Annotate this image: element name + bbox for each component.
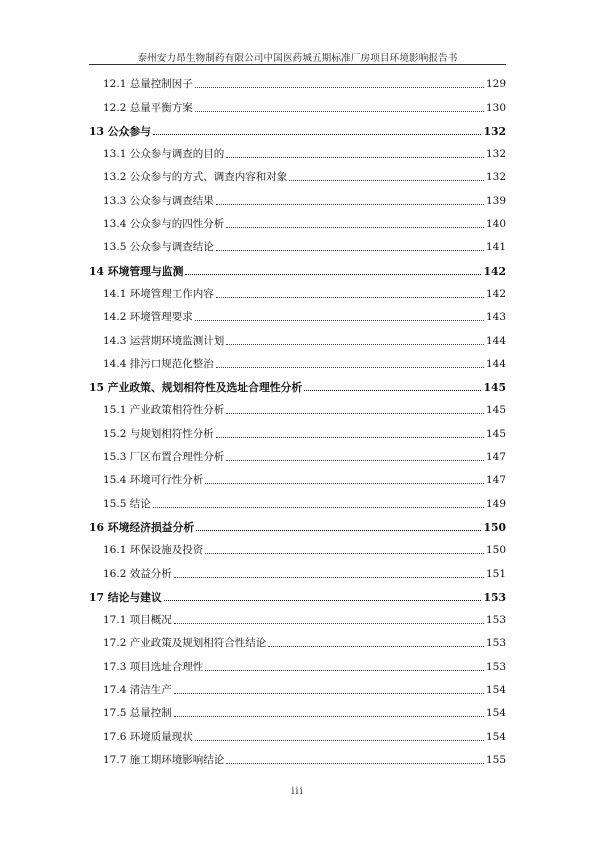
toc-section-entry[interactable] [89, 184, 506, 207]
toc-chapter-entry[interactable] [89, 254, 506, 277]
toc-section-entry[interactable] [89, 627, 506, 650]
toc-section-entry[interactable] [89, 441, 506, 464]
toc-section-entry[interactable] [89, 68, 506, 91]
toc-entry-title: 17.4 清洁生产 [103, 684, 172, 697]
toc-entry-title: 16.1 环保设施及投资 [103, 544, 204, 557]
toc-entry-page: 132 [485, 171, 506, 184]
toc-entry-title: 14.3 运营期环境监测计划 [103, 334, 225, 347]
toc-section-entry[interactable] [89, 557, 506, 580]
toc-entry-page: 147 [485, 474, 506, 487]
dot-leader [174, 623, 484, 624]
toc-entry-title: 14.1 环境管理工作内容 [103, 287, 214, 300]
dot-leader [196, 530, 481, 531]
toc-entry-title: 17.6 环境质量现状 [103, 730, 193, 743]
toc-entry-title: 17.3 项目选址合理性 [103, 660, 204, 673]
toc-entry-title: 13.4 公众参与的四性分析 [103, 218, 225, 231]
toc-entry-page: 140 [485, 218, 506, 231]
dot-leader [226, 413, 484, 414]
toc-entry-title: 17.5 总量控制 [103, 707, 172, 720]
header-divider [89, 64, 506, 65]
toc-entry-page: 145 [485, 404, 506, 417]
toc-section-entry[interactable] [89, 231, 506, 254]
toc-section-entry[interactable] [89, 91, 506, 114]
toc-chapter-entry[interactable] [89, 371, 506, 394]
toc-section-entry[interactable] [89, 324, 506, 347]
toc-entry-page: 153 [485, 637, 506, 650]
toc-entry-page: 151 [485, 567, 506, 580]
toc-chapter-entry[interactable] [89, 581, 506, 604]
toc-entry-page: 153 [483, 590, 506, 604]
toc-entry-page: 145 [485, 427, 506, 440]
toc-section-entry[interactable] [89, 674, 506, 697]
toc-section-entry[interactable] [89, 487, 506, 510]
toc-entry-title: 17 结论与建议 [89, 590, 162, 604]
toc-entry-title: 12.1 总量控制因子 [103, 78, 193, 91]
toc-section-entry[interactable] [89, 348, 506, 371]
toc-section-entry[interactable] [89, 394, 506, 417]
toc-entry-title: 13 公众参与 [89, 124, 151, 138]
dot-leader [205, 553, 484, 554]
toc-entry-page: 154 [485, 684, 506, 697]
toc-section-entry[interactable] [89, 417, 506, 440]
dot-leader [153, 134, 481, 135]
dot-leader [304, 390, 481, 391]
toc-entry-page: 144 [485, 357, 506, 370]
toc-entry-page: 150 [485, 544, 506, 557]
toc-entry-page: 153 [485, 614, 506, 627]
toc-entry-title: 12.2 总量平衡方案 [103, 101, 193, 114]
toc-entry-page: 142 [485, 287, 506, 300]
dot-leader [226, 344, 484, 345]
toc-entry-page: 155 [485, 753, 506, 766]
dot-leader [216, 297, 484, 298]
page-number: iii [291, 786, 304, 797]
toc-entry-title: 14.2 环境管理要求 [103, 311, 193, 324]
toc-entry-page: 132 [483, 124, 506, 138]
dot-leader [226, 157, 484, 158]
toc-section-entry[interactable] [89, 744, 506, 767]
dot-leader [185, 274, 481, 275]
toc-section-entry[interactable] [89, 464, 506, 487]
toc-entry-page: 147 [485, 451, 506, 464]
toc-entry-title: 15.5 结论 [103, 497, 151, 510]
toc-entry-title: 16 环境经济损益分析 [89, 520, 195, 534]
dot-leader [226, 227, 484, 228]
toc-entry-title: 13.3 公众参与调查结果 [103, 194, 214, 207]
dot-leader [195, 740, 484, 741]
toc-entry-title: 13.1 公众参与调查的目的 [103, 148, 225, 161]
toc-entry-title: 14.4 排污口规范化整治 [103, 357, 214, 370]
toc-entry-page: 149 [485, 497, 506, 510]
toc-entry-title: 15.2 与规划相符性分析 [103, 427, 214, 440]
toc-entry-page: 144 [485, 334, 506, 347]
running-header: 泰州安力昂生物制药有限公司中国医药城五期标准厂房项目环境影响报告书 [137, 53, 458, 64]
table-of-contents [89, 68, 506, 767]
toc-entry-page: 141 [485, 241, 506, 254]
toc-entry-title: 17.2 产业政策及规划相符合性结论 [103, 637, 267, 650]
toc-section-entry[interactable] [89, 161, 506, 184]
toc-entry-title: 14 环境管理与监测 [89, 264, 184, 278]
toc-entry-page: 130 [485, 101, 506, 114]
toc-entry-title: 17.1 项目概况 [103, 614, 172, 627]
toc-section-entry[interactable] [89, 720, 506, 743]
toc-section-entry[interactable] [89, 208, 506, 231]
toc-entry-title: 17.7 施工期环境影响结论 [103, 753, 225, 766]
toc-entry-page: 143 [485, 311, 506, 324]
dot-leader [205, 483, 484, 484]
dot-leader [216, 437, 484, 438]
toc-section-entry[interactable] [89, 138, 506, 161]
dot-leader [226, 460, 484, 461]
dot-leader [216, 367, 484, 368]
toc-entry-page: 132 [485, 148, 506, 161]
toc-section-entry[interactable] [89, 697, 506, 720]
dot-leader [195, 111, 484, 112]
toc-chapter-entry[interactable] [89, 511, 506, 534]
dot-leader [195, 320, 484, 321]
toc-entry-title: 15.4 环境可行性分析 [103, 474, 204, 487]
toc-entry-title: 13.2 公众参与的方式、调查内容和对象 [103, 171, 288, 184]
toc-entry-page: 154 [485, 707, 506, 720]
dot-leader [174, 577, 484, 578]
toc-entry-page: 142 [483, 264, 506, 278]
dot-leader [164, 600, 482, 601]
toc-section-entry[interactable] [89, 301, 506, 324]
toc-chapter-entry[interactable] [89, 115, 506, 138]
toc-entry-page: 139 [485, 194, 506, 207]
dot-leader [289, 180, 484, 181]
toc-entry-page: 154 [485, 730, 506, 743]
toc-entry-title: 16.2 效益分析 [103, 567, 172, 580]
dot-leader [153, 507, 484, 508]
toc-entry-title: 15.1 产业政策相符性分析 [103, 404, 225, 417]
toc-entry-title: 15 产业政策、规划相符性及选址合理性分析 [89, 381, 303, 395]
dot-leader [195, 87, 484, 88]
dot-leader [268, 646, 484, 647]
dot-leader [205, 670, 484, 671]
toc-entry-page: 145 [483, 381, 506, 395]
dot-leader [174, 693, 484, 694]
toc-entry-page: 153 [485, 660, 506, 673]
toc-section-entry[interactable] [89, 534, 506, 557]
toc-section-entry[interactable] [89, 650, 506, 673]
toc-entry-title: 15.3 厂区布置合理性分析 [103, 451, 225, 464]
toc-section-entry[interactable] [89, 604, 506, 627]
toc-section-entry[interactable] [89, 278, 506, 301]
toc-entry-title: 13.5 公众参与调查结论 [103, 241, 214, 254]
dot-leader [174, 716, 484, 717]
dot-leader [226, 763, 484, 764]
dot-leader [216, 204, 484, 205]
dot-leader [216, 250, 484, 251]
toc-entry-page: 150 [483, 520, 506, 534]
toc-entry-page: 129 [485, 78, 506, 91]
